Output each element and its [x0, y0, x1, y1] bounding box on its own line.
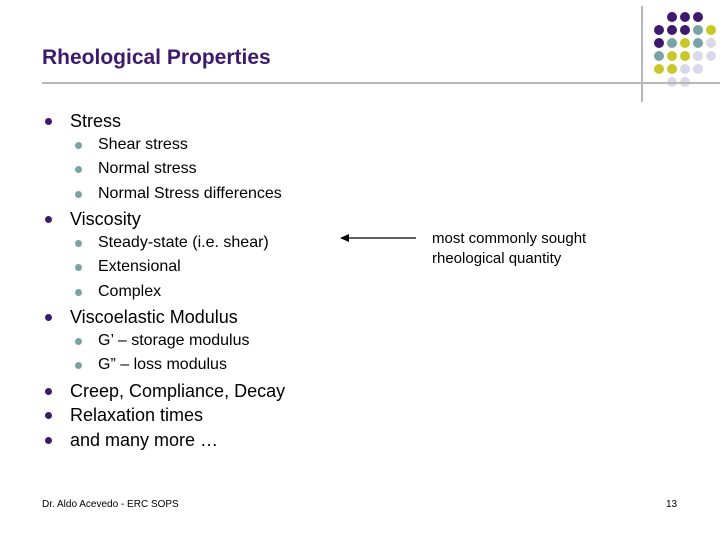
annotation-note — [432, 229, 586, 269]
sub-bullet-item: Normal Stress differences — [98, 184, 282, 202]
bullet-icon — [45, 118, 52, 125]
annotation-line-1: most commonly sought — [432, 230, 587, 247]
sub-bullet-item: Steady-state (i.e. shear) — [98, 233, 269, 251]
bullet-icon — [45, 412, 52, 419]
slide-title: Rheological Properties — [42, 46, 271, 69]
bullet-icon — [45, 388, 52, 395]
sub-bullet-icon — [75, 338, 82, 345]
sub-bullet-icon — [75, 264, 82, 271]
sub-bullet-icon — [75, 166, 82, 173]
arrow-left-icon — [340, 231, 416, 245]
bullet-icon — [45, 314, 52, 321]
bullet-icon — [45, 437, 52, 444]
sub-bullet-icon — [75, 142, 82, 149]
bullet-item: and many more … — [70, 429, 219, 450]
sub-bullet-icon — [75, 362, 82, 369]
sub-bullet-item: G” – loss modulus — [98, 356, 227, 373]
sub-bullet-item: G’ – storage modulus — [98, 331, 250, 349]
bullet-item: Viscosity — [70, 209, 141, 229]
bullet-item: Stress — [70, 111, 122, 131]
page-number: 13 — [666, 499, 678, 510]
bullet-item: Relaxation times — [70, 405, 204, 425]
sub-bullet-icon — [75, 289, 82, 296]
footer-text: Dr. Aldo Acevedo - ERC SOPS — [42, 499, 179, 510]
annotation-line-2: rheological quantity — [432, 250, 562, 267]
bullet-item: Creep, Compliance, Decay — [70, 380, 286, 401]
sub-bullet-item: Shear stress — [98, 135, 188, 153]
sub-bullet-item: Complex — [98, 282, 162, 300]
bullet-icon — [45, 216, 52, 223]
sub-bullet-icon — [75, 240, 82, 247]
sub-bullet-icon — [75, 191, 82, 198]
sub-bullet-item: Normal stress — [98, 160, 197, 177]
bullet-item: Viscoelastic Modulus — [70, 307, 238, 327]
sub-bullet-item: Extensional — [98, 258, 181, 275]
